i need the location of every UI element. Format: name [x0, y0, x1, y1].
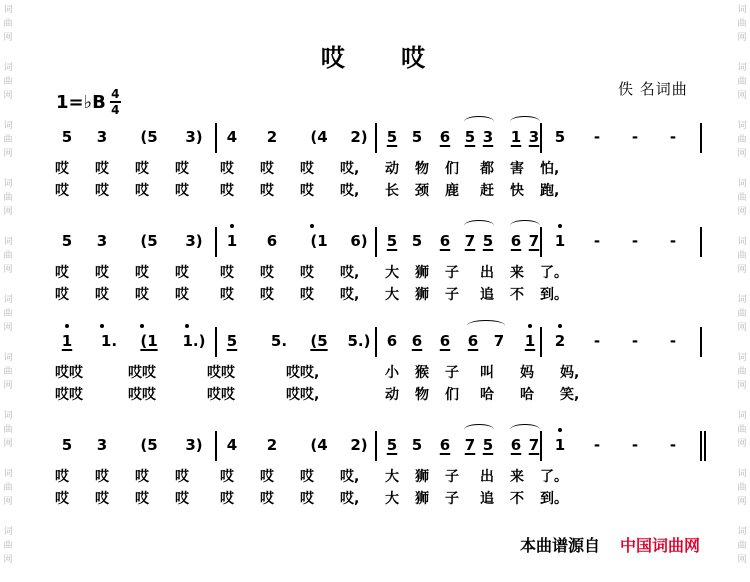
note: - — [631, 332, 639, 350]
watermark-char: 词 — [737, 527, 747, 537]
note: 7 — [493, 332, 505, 350]
lyric-verse2: 哎 — [175, 491, 189, 507]
watermark-char: 词 — [3, 411, 13, 421]
note: 6 — [439, 128, 451, 146]
lyric-verse2: 哎哎, — [286, 387, 320, 403]
lyric-verse1: 了。 — [540, 469, 568, 485]
note: 5. — [270, 332, 288, 350]
note: 1 — [60, 332, 74, 350]
lyric-verse1: 哎 — [55, 161, 69, 177]
watermark-char: 网 — [3, 207, 13, 217]
watermark-char: 曲 — [3, 309, 13, 319]
barline — [215, 123, 217, 153]
note: 5 — [411, 232, 423, 250]
watermark-char: 词 — [3, 237, 13, 247]
octave-dot — [185, 324, 189, 328]
lyric-verse2: 哎 — [55, 183, 69, 199]
note: 6 — [439, 436, 451, 454]
lyric-verse2: 到。 — [540, 491, 568, 507]
lyric-verse1: 怕, — [540, 161, 560, 177]
lyric-verse1: 了。 — [540, 265, 568, 281]
lyric-verse1: 哎 — [135, 161, 149, 177]
lyric-verse2: 哎 — [135, 287, 149, 303]
note: 1 — [553, 232, 567, 250]
lyric-verse1: 哎 — [175, 265, 189, 281]
note: - — [631, 436, 639, 454]
lyric-verse1: 害 — [510, 161, 524, 177]
lyric-verse1: 叫 — [480, 365, 494, 381]
watermark-char: 词 — [3, 353, 13, 363]
note: (1 — [305, 232, 333, 250]
barline — [540, 327, 542, 357]
note: 2 — [266, 436, 278, 454]
note: 3 — [96, 436, 108, 454]
lyric-verse1: 哎 — [300, 161, 314, 177]
note: 2 — [266, 128, 278, 146]
watermark-char: 曲 — [737, 135, 747, 145]
lyric-verse1: 哎 — [220, 469, 234, 485]
watermark-char: 曲 — [3, 367, 13, 377]
lyric-verse2: 哎 — [220, 491, 234, 507]
time-signature — [110, 88, 121, 116]
watermark-char: 词 — [3, 179, 13, 189]
lyric-verse2: 物 — [415, 387, 429, 403]
barline — [375, 123, 377, 153]
note: 6) — [350, 232, 368, 250]
source-prefix: 本曲谱源自 — [520, 536, 601, 555]
watermark-char: 网 — [3, 555, 13, 565]
note: 1 — [553, 436, 567, 454]
lyric-verse1: 哎哎 — [207, 365, 235, 381]
slur — [510, 424, 540, 435]
lyric-verse2: 哎 — [95, 491, 109, 507]
lyric-verse1: 哎哎 — [128, 365, 156, 381]
lyric-verse2: 哎哎 — [207, 387, 235, 403]
note: 2 — [553, 332, 567, 350]
watermark-char: 词 — [3, 121, 13, 131]
barline — [375, 431, 377, 461]
lyric-verse2: 哎, — [340, 491, 360, 507]
watermark-char: 词 — [737, 179, 747, 189]
note: (5 — [140, 436, 158, 454]
note: 3) — [185, 128, 203, 146]
watermark-char: 网 — [3, 265, 13, 275]
lyric-verse1: 子 — [445, 469, 459, 485]
barline — [215, 227, 217, 257]
lyric-verse1: 哎 — [55, 265, 69, 281]
lyric-verse2: 追 — [480, 287, 494, 303]
note: 3) — [185, 436, 203, 454]
note: (4 — [310, 436, 328, 454]
note: 5.) — [347, 332, 371, 350]
watermark-char: 曲 — [737, 483, 747, 493]
note: 5 — [554, 128, 566, 146]
lyric-verse1: 物 — [415, 161, 429, 177]
lyric-verse2: 哎 — [260, 183, 274, 199]
lyric-verse2: 们 — [445, 387, 459, 403]
lyric-verse2: 哎 — [300, 491, 314, 507]
watermark-char: 网 — [737, 33, 747, 43]
slur — [464, 220, 494, 231]
note: (1 — [135, 332, 163, 350]
barline — [540, 431, 542, 461]
octave-dot — [230, 224, 234, 228]
lyric-verse1: 哎 — [95, 265, 109, 281]
key-signature — [56, 88, 121, 116]
watermark-char: 曲 — [737, 251, 747, 261]
lyric-verse1: 来 — [510, 469, 524, 485]
note: - — [593, 232, 601, 250]
watermark-char: 曲 — [3, 77, 13, 87]
note: 7 — [464, 232, 476, 250]
note: 5 — [61, 128, 73, 146]
watermark-char: 曲 — [3, 135, 13, 145]
watermark-char: 网 — [737, 497, 747, 507]
watermark-char: 词 — [737, 469, 747, 479]
lyric-verse1: 狮 — [415, 265, 429, 281]
lyric-verse1: 哎 — [95, 161, 109, 177]
note: 5 — [482, 436, 494, 454]
note: (5 — [310, 332, 328, 350]
note: 6 — [386, 332, 398, 350]
lyric-verse2: 狮 — [415, 287, 429, 303]
time-bottom: 4 — [111, 103, 120, 117]
note: 1 — [510, 128, 522, 146]
source-credit — [520, 533, 700, 556]
lyric-verse2: 长 — [385, 183, 399, 199]
note: 5 — [61, 436, 73, 454]
lyric-verse2: 动 — [385, 387, 399, 403]
note: (5 — [140, 128, 158, 146]
lyric-verse1: 哎, — [340, 265, 360, 281]
lyric-verse1: 哎, — [340, 469, 360, 485]
note: (4 — [310, 128, 328, 146]
lyric-verse1: 哎 — [55, 469, 69, 485]
watermark-char: 词 — [737, 295, 747, 305]
note: - — [669, 232, 677, 250]
note: - — [669, 332, 677, 350]
lyric-verse1: 子 — [445, 265, 459, 281]
lyric-verse2: 哎 — [95, 183, 109, 199]
lyric-verse1: 哎 — [95, 469, 109, 485]
watermark-char: 曲 — [737, 77, 747, 87]
lyric-verse1: 狮 — [415, 469, 429, 485]
barline — [700, 123, 702, 153]
lyric-verse2: 哎 — [260, 491, 274, 507]
song-title: 哎 哎 — [320, 44, 430, 72]
watermark-char: 网 — [3, 91, 13, 101]
watermark-char: 词 — [3, 527, 13, 537]
octave-dot — [558, 428, 562, 432]
lyric-verse1: 哎 — [135, 265, 149, 281]
lyric-verse1: 哎, — [340, 161, 360, 177]
lyric-verse2: 子 — [445, 287, 459, 303]
watermark-char: 曲 — [3, 19, 13, 29]
note: 4 — [226, 128, 238, 146]
lyric-verse2: 追 — [480, 491, 494, 507]
slur — [510, 116, 540, 127]
lyric-verse2: 赶 — [480, 183, 494, 199]
lyric-verse1: 猴 — [415, 365, 429, 381]
note: 3) — [185, 232, 203, 250]
lyric-verse2: 哈 — [480, 387, 494, 403]
lyric-verse1: 大 — [385, 265, 399, 281]
octave-dot — [558, 324, 562, 328]
note: - — [593, 128, 601, 146]
watermark-char: 网 — [3, 149, 13, 159]
source-site-link[interactable]: 中国词曲网 — [620, 536, 701, 555]
note: 3 — [482, 128, 494, 146]
note: 5 — [386, 232, 398, 250]
barline — [700, 227, 702, 257]
watermark-char: 网 — [3, 497, 13, 507]
note: - — [631, 232, 639, 250]
octave-dot — [310, 224, 314, 228]
lyric-verse2: 哎 — [95, 287, 109, 303]
note: - — [669, 128, 677, 146]
lyric-verse1: 子 — [445, 365, 459, 381]
note: 4 — [226, 436, 238, 454]
note: 6 — [439, 332, 451, 350]
watermark-char: 网 — [3, 439, 13, 449]
lyric-verse1: 哎 — [260, 161, 274, 177]
note: 5 — [464, 128, 476, 146]
watermark-char: 词 — [737, 63, 747, 73]
octave-dot — [100, 324, 104, 328]
barline — [700, 327, 702, 357]
lyric-verse2: 鹿 — [445, 183, 459, 199]
lyric-verse1: 妈 — [520, 365, 534, 381]
note: 2) — [350, 436, 368, 454]
note: 3 — [96, 128, 108, 146]
slur — [464, 424, 494, 435]
note: (5 — [140, 232, 158, 250]
lyric-verse1: 哎哎 — [55, 365, 83, 381]
lyric-verse1: 哎 — [135, 469, 149, 485]
watermark-char: 网 — [737, 323, 747, 333]
lyric-verse2: 跑, — [540, 183, 560, 199]
lyric-verse2: 大 — [385, 491, 399, 507]
note: 3 — [96, 232, 108, 250]
watermark-char: 曲 — [737, 193, 747, 203]
lyric-verse1: 哎 — [175, 469, 189, 485]
lyric-verse2: 哎 — [175, 287, 189, 303]
watermark-char: 曲 — [3, 425, 13, 435]
lyric-verse2: 颈 — [415, 183, 429, 199]
note: 1 — [523, 332, 537, 350]
barline — [215, 431, 217, 461]
note: 5 — [386, 128, 398, 146]
barline — [540, 123, 542, 153]
lyric-verse2: 哎哎 — [55, 387, 83, 403]
lyric-verse1: 哎 — [220, 161, 234, 177]
lyric-verse2: 到。 — [540, 287, 568, 303]
note: 7 — [528, 232, 540, 250]
note: 6 — [510, 232, 522, 250]
lyric-verse2: 哎 — [55, 287, 69, 303]
lyric-verse2: 哎, — [340, 287, 360, 303]
time-top: 4 — [111, 87, 120, 101]
slur — [464, 116, 494, 127]
note: 5 — [411, 436, 423, 454]
lyric-verse1: 大 — [385, 469, 399, 485]
octave-dot — [528, 324, 532, 328]
watermark-char: 曲 — [737, 19, 747, 29]
note: - — [593, 332, 601, 350]
lyric-verse2: 哎 — [260, 287, 274, 303]
lyric-verse2: 哎 — [300, 183, 314, 199]
lyric-verse2: 哎 — [300, 287, 314, 303]
lyric-verse1: 来 — [510, 265, 524, 281]
lyric-verse2: 不 — [510, 491, 524, 507]
note: 7 — [528, 436, 540, 454]
watermark-char: 网 — [3, 381, 13, 391]
watermark-char: 网 — [737, 555, 747, 565]
watermark-char: 词 — [737, 353, 747, 363]
lyric-verse1: 哎 — [300, 469, 314, 485]
note: - — [669, 436, 677, 454]
lyric-verse1: 都 — [480, 161, 494, 177]
note: 5 — [226, 332, 238, 350]
watermark-char: 曲 — [3, 251, 13, 261]
lyric-verse1: 妈, — [560, 365, 580, 381]
lyric-verse1: 出 — [480, 469, 494, 485]
lyric-verse2: 子 — [445, 491, 459, 507]
lyric-verse2: 笑, — [560, 387, 580, 403]
watermark-char: 网 — [737, 149, 747, 159]
note: 6 — [439, 232, 451, 250]
lyric-verse1: 哎 — [300, 265, 314, 281]
watermark-char: 网 — [3, 33, 13, 43]
lyric-verse2: 哎 — [220, 183, 234, 199]
barline — [540, 227, 542, 257]
note: 1. — [95, 332, 123, 350]
lyric-verse1: 们 — [445, 161, 459, 177]
octave-dot — [65, 324, 69, 328]
barline — [215, 327, 217, 357]
lyric-verse2: 不 — [510, 287, 524, 303]
octave-dot — [558, 224, 562, 228]
lyric-verse2: 哎 — [55, 491, 69, 507]
note: 7 — [464, 436, 476, 454]
watermark-char: 曲 — [737, 541, 747, 551]
key-text: 1=♭B — [56, 91, 106, 113]
lyric-verse1: 动 — [385, 161, 399, 177]
watermark-char: 网 — [737, 265, 747, 275]
watermark-char: 词 — [3, 5, 13, 15]
note: 5 — [61, 232, 73, 250]
lyric-verse1: 哎哎, — [286, 365, 320, 381]
lyric-verse1: 出 — [480, 265, 494, 281]
watermark-char: 网 — [737, 207, 747, 217]
lyric-verse2: 狮 — [415, 491, 429, 507]
note: - — [631, 128, 639, 146]
note: 6 — [510, 436, 522, 454]
watermark-char: 曲 — [3, 483, 13, 493]
note: 3 — [528, 128, 540, 146]
note: 5 — [386, 436, 398, 454]
lyric-verse1: 哎 — [260, 469, 274, 485]
watermark-char: 词 — [3, 295, 13, 305]
watermark-char: 网 — [737, 91, 747, 101]
composer-credit: 佚 名词曲 — [618, 80, 688, 98]
watermark-char: 曲 — [737, 367, 747, 377]
watermark-char: 网 — [737, 439, 747, 449]
octave-dot — [140, 324, 144, 328]
watermark-char: 网 — [737, 381, 747, 391]
lyric-verse2: 快 — [510, 183, 524, 199]
watermark-char: 词 — [3, 469, 13, 479]
lyric-verse2: 哈 — [520, 387, 534, 403]
note: 5 — [482, 232, 494, 250]
slur — [467, 320, 505, 331]
left-watermark-strip — [0, 0, 16, 582]
watermark-char: 词 — [737, 5, 747, 15]
lyric-verse1: 哎 — [260, 265, 274, 281]
lyric-verse2: 大 — [385, 287, 399, 303]
watermark-char: 词 — [3, 63, 13, 73]
note: - — [593, 436, 601, 454]
watermark-char: 曲 — [3, 193, 13, 203]
lyric-verse1: 哎 — [220, 265, 234, 281]
lyric-verse1: 哎 — [175, 161, 189, 177]
note: 1.) — [180, 332, 208, 350]
lyric-verse2: 哎 — [220, 287, 234, 303]
lyric-verse2: 哎 — [135, 183, 149, 199]
watermark-char: 曲 — [737, 309, 747, 319]
watermark-char: 网 — [3, 323, 13, 333]
right-watermark-strip — [734, 0, 750, 582]
note: 6 — [266, 232, 278, 250]
watermark-char: 词 — [737, 121, 747, 131]
slur — [510, 220, 540, 231]
watermark-char: 词 — [737, 411, 747, 421]
note: 2) — [350, 128, 368, 146]
watermark-char: 曲 — [3, 541, 13, 551]
watermark-char: 词 — [737, 237, 747, 247]
lyric-verse2: 哎 — [135, 491, 149, 507]
note: 6 — [467, 332, 479, 350]
barline — [375, 227, 377, 257]
note: 6 — [411, 332, 423, 350]
lyric-verse2: 哎, — [340, 183, 360, 199]
final-barline — [700, 431, 706, 461]
lyric-verse2: 哎哎 — [128, 387, 156, 403]
note: 5 — [411, 128, 423, 146]
watermark-char: 曲 — [737, 425, 747, 435]
lyric-verse1: 小 — [385, 365, 399, 381]
barline — [375, 327, 377, 357]
note: 1 — [225, 232, 239, 250]
lyric-verse2: 哎 — [175, 183, 189, 199]
